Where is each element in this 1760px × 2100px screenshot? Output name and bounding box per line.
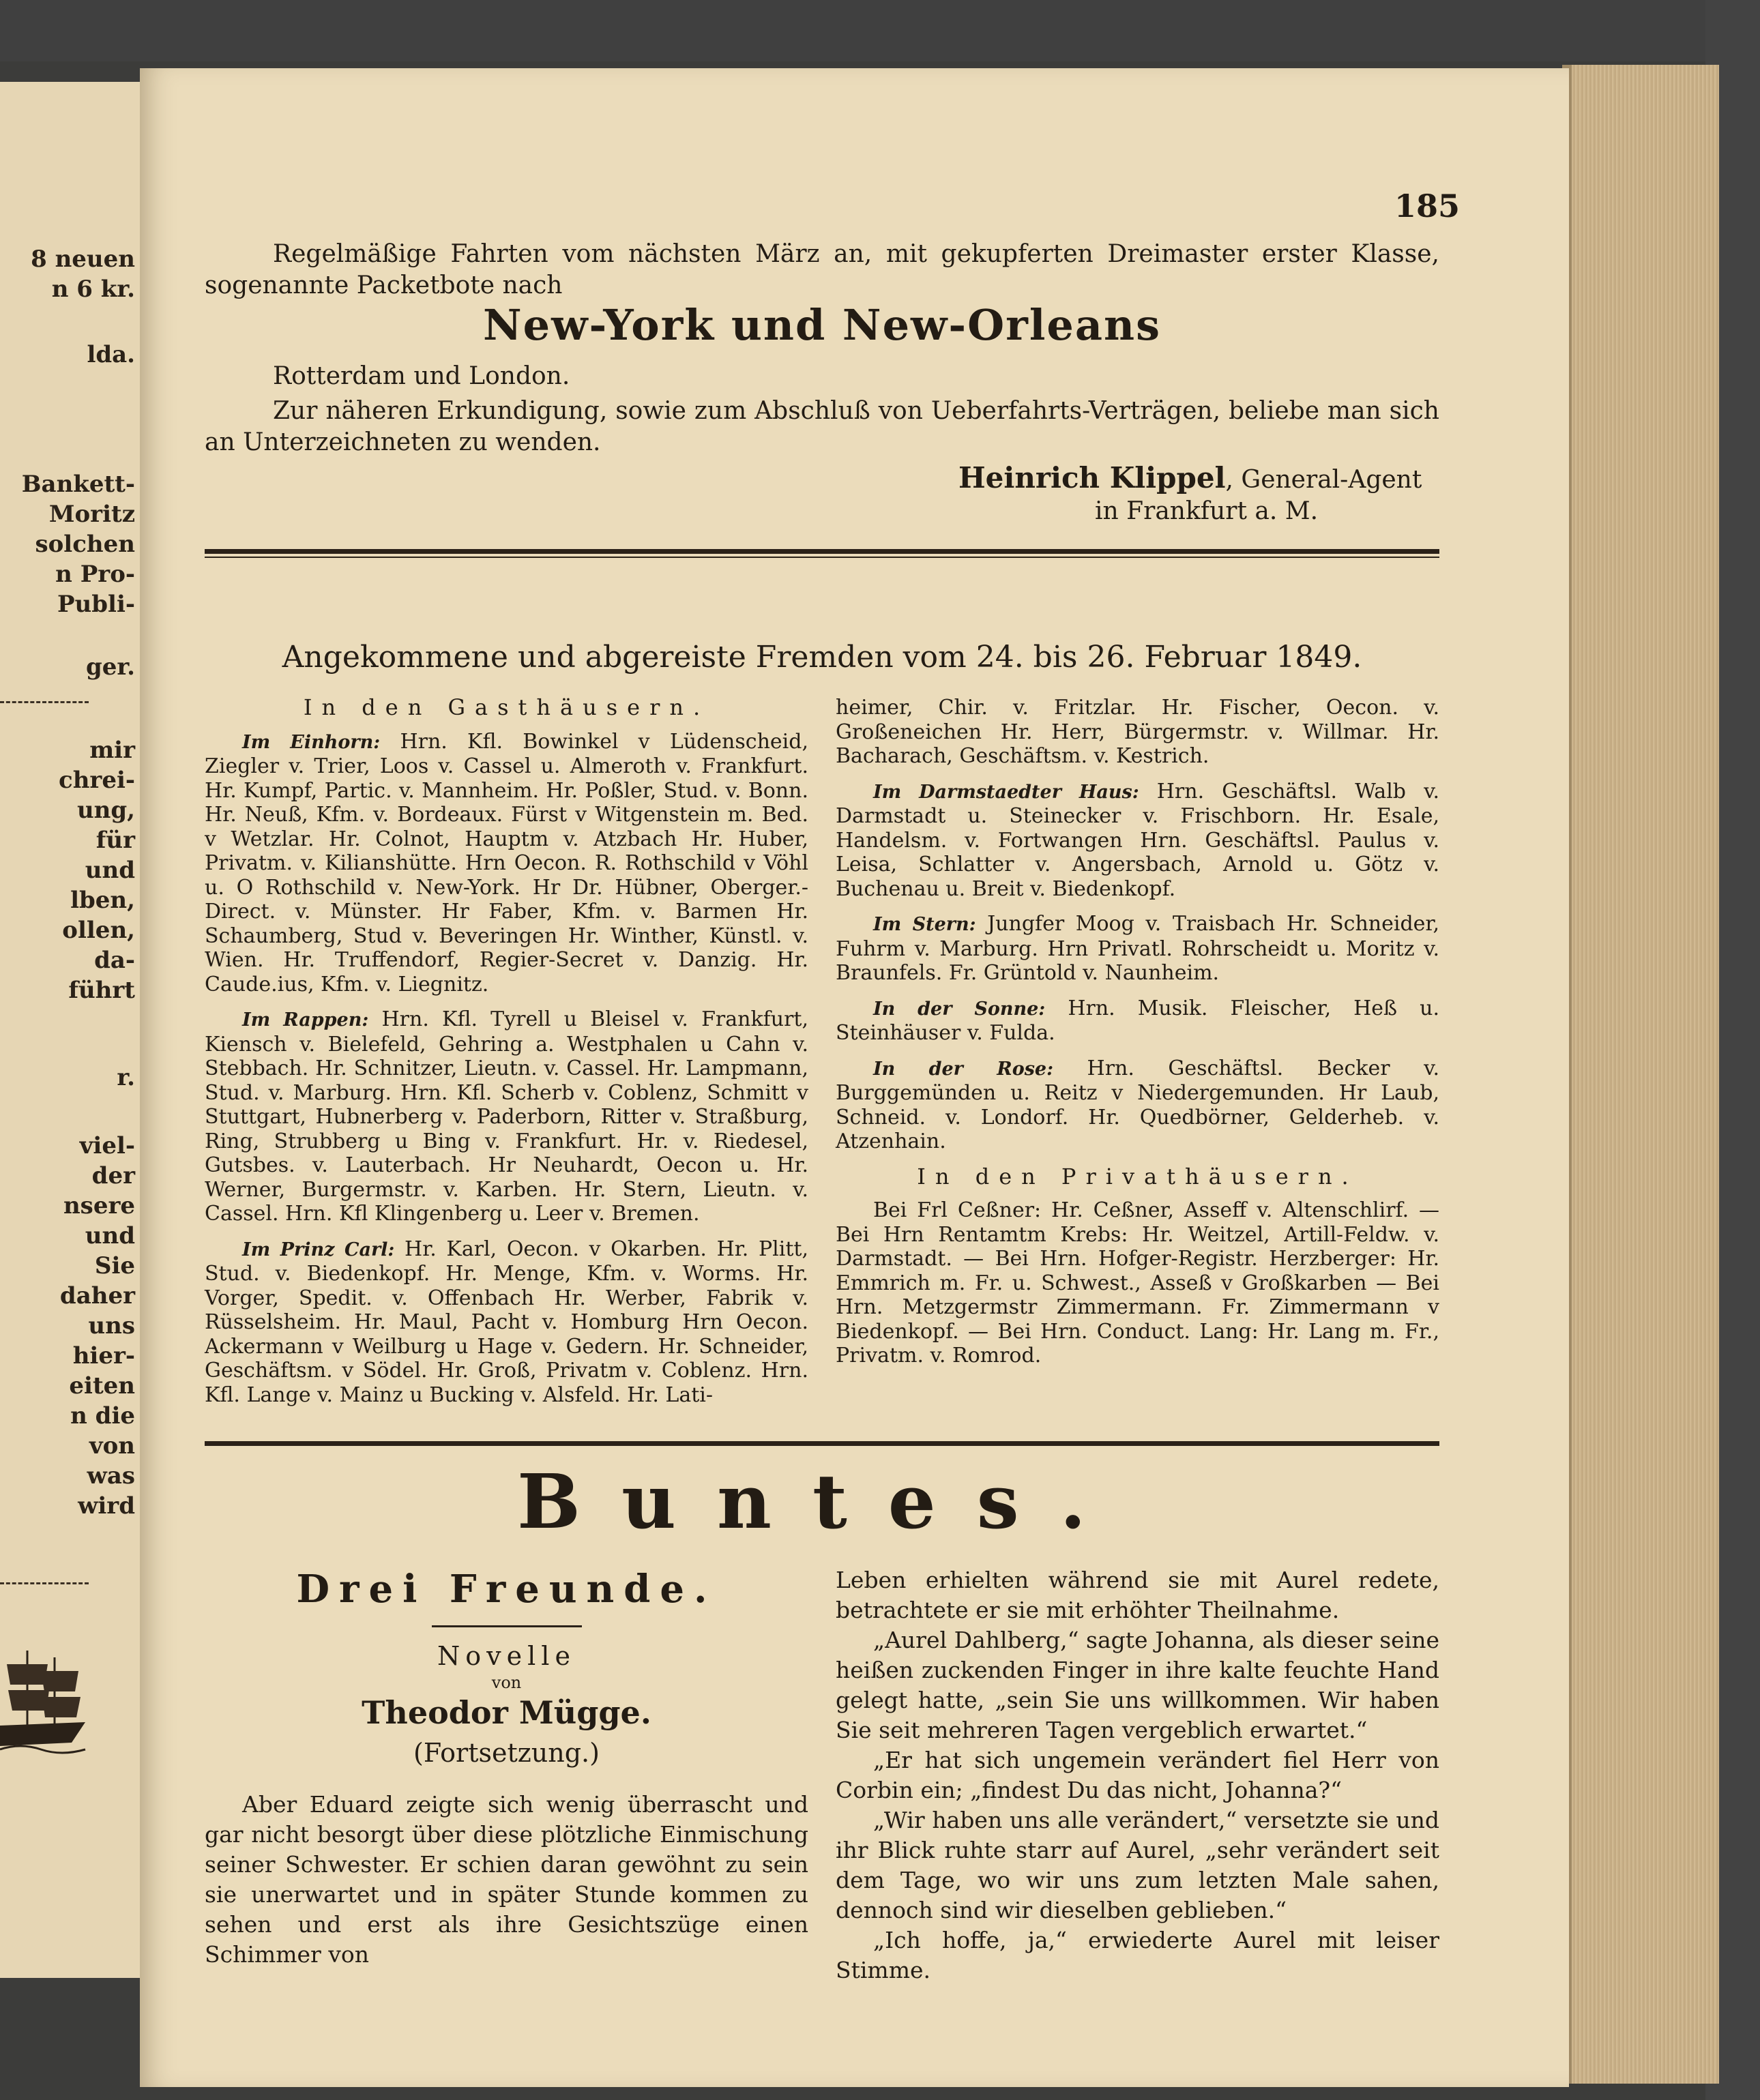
left-line: nsere: [63, 1192, 135, 1219]
arrivals-column-left: [205, 696, 808, 1418]
entry-label: Im Stern:: [873, 914, 976, 935]
left-line: mir: [89, 737, 135, 764]
left-line: was: [87, 1462, 135, 1490]
left-line: von: [89, 1432, 135, 1460]
story-paragraph: „Wir haben uns alle verändert,“ versetzte sie und ihr Blick ruhte starr auf Aurel, „sehr verändert seit dem Tage, wo wir uns zum letzten Male sahen, dennoch sind wir dieselben geblieben.“: [836, 1807, 1439, 1923]
arrivals-entry: [205, 1007, 808, 1226]
story-column-right: [836, 1565, 1439, 1985]
scan-background-top: [0, 0, 1760, 61]
left-line: 8 neuen: [31, 246, 135, 273]
story-title: Drei Freunde.: [296, 1567, 717, 1612]
entry-label: Im Rappen:: [242, 1009, 369, 1031]
entry-text: Hrn. Geschäftsl. Becker v. Burggemünden u. Reitz v Niedergemunden. Hr Laub, Schneid. v. Londorf. Hr. Quedbörner, Gelderheb. v. Atzenhain.: [836, 1056, 1439, 1153]
arrivals-entry: [205, 1237, 808, 1408]
left-line: viel-: [79, 1132, 135, 1159]
arrivals-entry: [836, 912, 1439, 986]
left-line: da-: [94, 947, 135, 974]
left-line: für: [96, 827, 135, 854]
section-divider: [205, 549, 1439, 554]
ship-illustration: [0, 1637, 89, 1760]
left-line: uns: [88, 1312, 135, 1340]
left-divider: [0, 701, 89, 703]
left-divider: [0, 1582, 89, 1584]
left-line: n 6 kr.: [51, 276, 135, 303]
story-author: Theodor Mügge.: [362, 1694, 651, 1731]
section-title-buntes: Buntes.: [517, 1458, 1127, 1546]
story-paragraph: Aber Eduard zeigte sich wenig überrascht und gar nicht besorgt über diese plötzliche Einmischung seiner Schwester. Er schien daran gewöhnt zu sein sie unerwartet und in später Stunde kommen zu sehen und erst als ihre Gesichtszüge einen Schimmer von: [205, 1791, 808, 1968]
left-line: Sie: [94, 1252, 135, 1280]
newspaper-page: [140, 68, 1569, 2087]
section-divider-thin: [205, 557, 1439, 558]
left-line: führt: [68, 977, 135, 1004]
left-line: der: [91, 1162, 135, 1189]
left-line: solchen: [35, 531, 135, 558]
advertisement-body: Zur näheren Erkundigung, sowie zum Abschluß von Ueberfahrts-Verträgen, beliebe man sich an Unterzeichneten zu wenden.: [205, 397, 1439, 456]
guesthouses-heading: In den Gasthäusern.: [303, 694, 710, 720]
entry-text: Hrn. Kfl. Tyrell u Bleisel v. Frankfurt, Kiensch v. Bielefeld, Gehring a. Westphalen u Cahn v. Stebbach. Hr. Schnitzer, Lieutn. v. Cassel. Hr. Lampmann, Stud. v. Marburg. Hrn. Kfl. Scherb v. Coblenz, Schmitt v Stuttgart, Hubnerberg v. Paderborn, Ritter v. Straßburg, Ring, Strubberg u Bing v. Frankfurt. Hr. v. Riedesel, Gutsbes. v. Lauterbach. Hr Neuhardt, Oecon u. Hr. Werner, Burgermstr. v. Karben. Hr. Stern, Lieutn. v. Cassel. Hrn. Kfl Klingenberg u. Leer v. Bremen.: [205, 1007, 809, 1226]
left-line: Bankett-: [21, 471, 135, 498]
story-genre: Novelle: [437, 1641, 576, 1671]
story-column-left: [205, 1565, 808, 1970]
entry-text: Hrn. Kfl. Bowinkel v Lüdenscheid, Ziegler v. Trier, Loos v. Cassel u. Almeroth v. Frankfurt. Hr. Kumpf, Partic. v. Mannheim. Hr. Poßler, Stud. v. Bonn. Hr. Neuß, Kfm. v. Bordeaux. Fürst v Witgenstein m. Bed. v Wetzlar. Hr. Colnot, Hauptm v. Atzbach Hr. Huber, Privatm. v. Kilianshütte. Hrn Oecon. R. Rothschild v Vöhl u. O Rothschild v. New-York. Hr Dr. Hübner, Oberger.-Direct. v. Münster. Hr Faber, Kfm. v. Barmen Hr. Schaumberg, Stud v. Beveringen Hr. Winther, Künstl. v. Wien. Hr. Truffendorf, Regier-Secret v. Danzig. Hr. Caude.ius, Kfm. v. Liegnitz.: [205, 729, 808, 996]
left-line: hier-: [72, 1342, 135, 1370]
arrivals-entry: [836, 780, 1439, 902]
signature-title: , General-Agent: [1225, 466, 1422, 494]
entry-label: Im Darmstaedter Haus:: [873, 781, 1139, 803]
signature-place: in Frankfurt a. M.: [1095, 497, 1319, 525]
arrivals-entry: [836, 1056, 1439, 1154]
entry-text: Hr. Karl, Oecon. v Okarben. Hr. Plitt, Stud. v. Biedenkopf. Hr. Menge, Kfm. v. Worms. Hr. Vorger, Spedit. v. Offenbach Hr. Werber, Fabrik v. Rüsselsheim. Hr. Maul, Pacht v. Homburg Hrn Oecon. Ackermann v Weilburg u Hage v. Gedern. Hr. Schneider, Geschäftsm. v Södel. Hr. Groß, Privatm v. Coblenz. Hrn. Kfl. Lange v. Mainz u Bucking v. Alsfeld. Hr. Lati-: [205, 1237, 808, 1407]
signature-name: Heinrich Klippel: [958, 461, 1226, 494]
left-line: lda.: [87, 341, 135, 368]
arrivals-entry: [205, 730, 808, 997]
story-continuation-note: (Fortsetzung.): [413, 1738, 600, 1768]
left-line: und: [85, 1222, 135, 1249]
left-line: eiten: [69, 1372, 135, 1400]
entry-label: In der Rose:: [873, 1058, 1054, 1080]
section-divider: [205, 1441, 1439, 1446]
entry-label: Im Einhorn:: [242, 731, 381, 753]
entry-label: Im Prinz Carl:: [242, 1239, 395, 1260]
advertisement-signature: [958, 462, 1422, 527]
left-line: lben,: [70, 887, 135, 914]
story-paragraph: „Aurel Dahlberg,“ sagte Johanna, als dieser seine heißen zuckenden Finger in ihre kalte feuchte Hand gelegt hatte, „sein Sie uns willkommen. Wir haben Sie seit mehreren Tagen vergeblich erwartet.“: [836, 1627, 1439, 1743]
advertisement-headline: New-York und New-Orleans: [483, 300, 1161, 350]
advertisement-cities: Rotterdam und London.: [273, 362, 570, 390]
page-number: 185: [1394, 188, 1460, 224]
entry-label: In der Sonne:: [873, 998, 1046, 1020]
left-line: n die: [70, 1402, 135, 1430]
left-line: ger.: [85, 653, 135, 681]
entry-continuation: heimer, Chir. v. Fritzlar. Hr. Fischer, Oecon. v. Großeneichen Hr. Herr, Bürgermstr. v. Willmar. Hr. Bacharach, Geschäftsm. v. Kestrich.: [836, 696, 1439, 768]
left-facing-page: [0, 82, 145, 1978]
left-line: r.: [117, 1064, 135, 1091]
left-line: n Pro-: [55, 561, 135, 588]
arrivals-title: Angekommene und abgereiste Fremden vom 24. bis 26. Februar 1849.: [282, 640, 1362, 675]
page-content: [205, 68, 1460, 2087]
left-line: ollen,: [62, 917, 135, 944]
story-paragraph: „Er hat sich ungemein verändert fiel Herr von Corbin ein; „findest Du das nicht, Johanna?“: [836, 1747, 1439, 1803]
entry-text: Jungfer Moog v. Traisbach Hr. Schneider, Fuhrm v. Marburg. Hrn Privatl. Rohrscheidt u. Moritz v. Braunfels. Fr. Grüntold v. Naunheim.: [836, 912, 1440, 985]
left-line: wird: [78, 1492, 135, 1520]
left-line: daher: [59, 1282, 135, 1310]
private-houses-text: Bei Frl Ceßner: Hr. Ceßner, Asseff v. Altenschlirf. — Bei Hrn Rentamtm Krebs: Hr. Weitzel, Artill-Feldw. v. Darmstadt. — Bei Hrn. Hofger-Registr. Herzberger: Hr. Emmrich m. Fr. u. Schwest., Asseß v Großkarben — Bei Hrn. Metzgermstr Zimmermann. Fr. Zimmermann v Biedenkopf. — Bei Hrn. Conduct. Lang: Hr. Lang m. Fr., Privatm. v. Romrod.: [836, 1198, 1439, 1367]
left-line: und: [85, 857, 135, 884]
left-line: chrei-: [59, 767, 135, 794]
story-by: von: [491, 1673, 522, 1692]
arrivals-entry: [836, 996, 1439, 1046]
advertisement-intro: Regelmäßige Fahrten vom nächsten März an, mit gekupferten Dreimaster erster Klasse, sogenannte Packetbote nach: [205, 240, 1439, 299]
entry-text: Hrn. Geschäftsl. Walb v. Darmstadt u. Steinecker v. Frischborn. Hr. Esale, Handelsm. v. Fortwangen Hrn. Geschäftsl. Paulus v. Leisa, Schlatter v. Angersbach, Arnold u. Götz v. Buchenau u. Breit v. Biedenkopf.: [836, 779, 1439, 901]
story-paragraph: „Ich hoffe, ja,“ erwiederte Aurel mit leiser Stimme.: [836, 1927, 1439, 1983]
book-page-edges: [1569, 65, 1719, 2084]
left-line: Publi-: [57, 591, 135, 618]
left-line: Moritz: [48, 501, 135, 528]
arrivals-column-right: [836, 696, 1439, 1379]
private-houses-heading: In den Privathäusern.: [917, 1163, 1358, 1189]
entry-text: Hrn. Musik. Fleischer, Heß u. Steinhäuser v. Fulda.: [836, 996, 1439, 1045]
left-line: ung,: [76, 797, 135, 824]
story-divider: [432, 1625, 582, 1627]
story-paragraph: Leben erhielten während sie mit Aurel redete, betrachtete er sie mit erhöhter Theilnahme.: [836, 1567, 1439, 1623]
